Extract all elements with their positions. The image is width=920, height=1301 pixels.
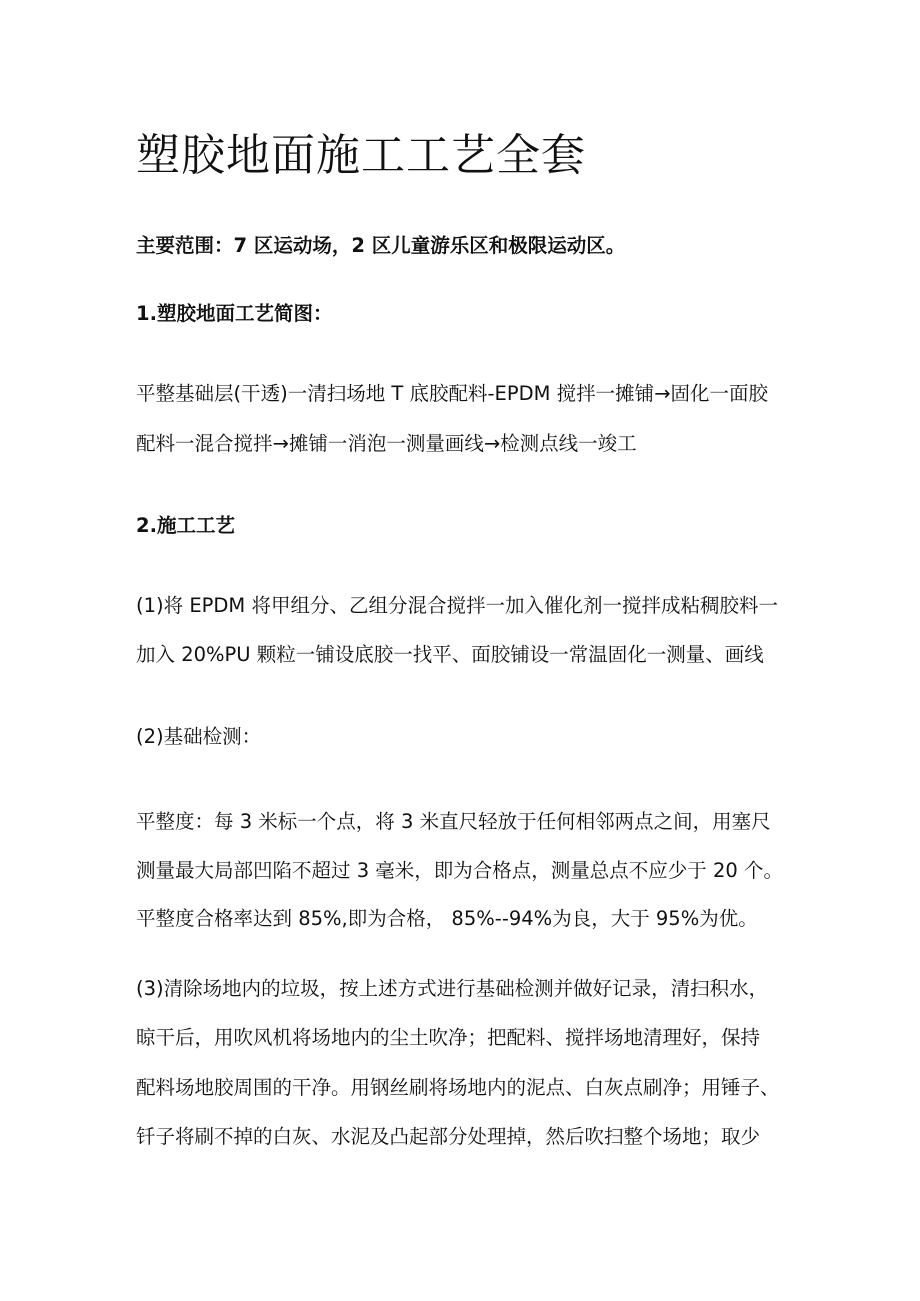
item3-line-2: 晾干后，用吹风机将场地内的尘土吹净；把配料、搅拌场地清理好，保持 (136, 1026, 761, 1049)
process-line-1: 平整基础层(干透)一清扫场地 T 底胶配料-EPDM 搅拌一摊铺→固化一面胶 (136, 382, 769, 405)
item3-line-3: 配料场地胶周围的干净。用钢丝刷将场地内的泥点、白灰点刷净；用锤子、 (136, 1076, 780, 1099)
item1-line-1: (1)将 EPDM 将甲组分、乙组分混合搅拌一加入催化剂一搅拌成粘稠胶料一 (136, 594, 778, 617)
document-title: 塑胶地面施工工艺全套 (136, 130, 586, 181)
scope-line: 主要范围：7 区运动场，2 区儿童游乐区和极限运动区。 (136, 234, 626, 257)
section1-heading: 1.塑胶地面工艺简图： (136, 302, 333, 325)
item1-line-2: 加入 20%PU 颗粒一铺设底胶一找平、面胶铺设一常温固化一测量、画线 (136, 643, 764, 666)
section2-heading: 2.施工工艺 (136, 514, 235, 537)
item2-heading: (2)基础检测： (136, 725, 262, 748)
flatness-line-3: 平整度合格率达到 85%,即为合格， 85%--94%为良，大于 95%为优。 (136, 907, 758, 930)
item3-line-4: 钎子将刷不掉的白灰、水泥及凸起部分处理掉，然后吹扫整个场地；取少 (136, 1125, 761, 1148)
flatness-line-1: 平整度：每 3 米标一个点，将 3 米直尺轻放于任何相邻两点之间，用塞尺 (136, 810, 771, 833)
flatness-line-2: 测量最大局部凹陷不超过 3 毫米，即为合格点，测量总点不应少于 20 个。 (136, 859, 784, 882)
process-line-2: 配料一混合搅拌→摊铺一消泡一测量画线→检测点线一竣工 (136, 432, 637, 455)
item3-line-1: (3)清除场地内的垃圾，按上述方式进行基础检测并做好记录，清扫积水， (136, 977, 769, 1000)
